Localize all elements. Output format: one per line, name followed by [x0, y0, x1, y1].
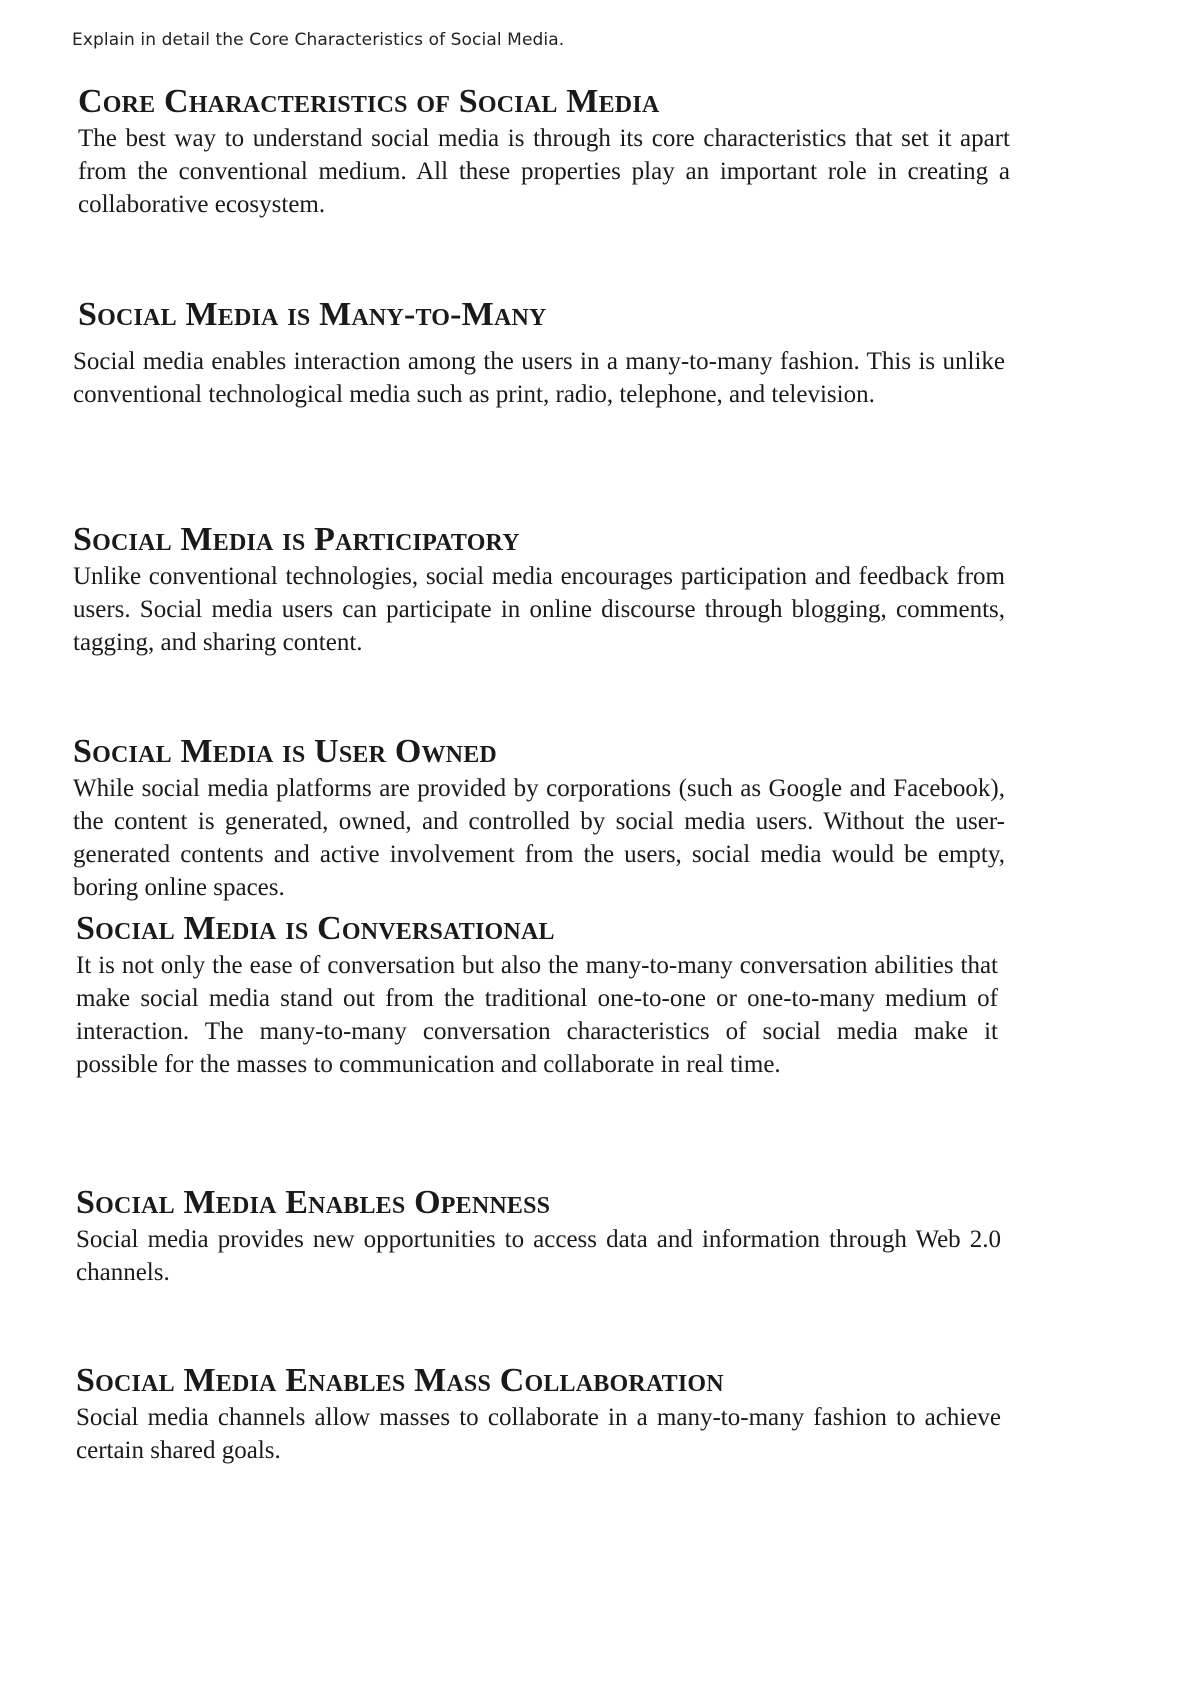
section-heading: Social Media is Participatory: [73, 521, 520, 558]
section-body: It is not only the ease of conversation but also the many-to-many conversation abilities that make social media stand out from the traditional one-to-one or one-to-many medium of interaction. The many-to-many conversation characteristics of social media make it possible for the masses to communication and collaborate in real time.: [76, 952, 998, 1078]
section-heading: Social Media is Many-to-Many: [78, 296, 547, 333]
section-body: Unlike conventional technologies, social media encourages participation and feedback from users. Social media users can participate in online discourse through blogging, comments, tagging, and sharing content.: [73, 563, 1005, 656]
section-heading: Core Characteristics of Social Media: [78, 83, 660, 120]
section-mass-collaboration: [76, 1363, 1001, 1467]
section-openness: [76, 1185, 1001, 1289]
section-body: Social media enables interaction among the users in a many-to-many fashion. This is unlike conventional technological media such as print, radio, telephone, and television.: [73, 348, 1005, 408]
section-core-characteristics: [78, 84, 1010, 221]
section-body: The best way to understand social media is through its core characteristics that set it apart from the conventional medium. All these properties play an important role in creating a collaborative ecosystem.: [78, 125, 1010, 218]
section-heading: Social Media is Conversational: [76, 910, 555, 947]
section-participatory: [73, 522, 1005, 659]
section-user-owned: [73, 734, 1005, 904]
section-conversational: [76, 911, 998, 1081]
section-heading: Social Media is User Owned: [73, 733, 497, 770]
section-body: Social media provides new opportunities to access data and information through Web 2.0 channels.: [76, 1226, 1001, 1286]
section-body: Social media channels allow masses to collaborate in a many-to-many fashion to achieve certain shared goals.: [76, 1404, 1001, 1464]
section-many-to-many: [73, 296, 1005, 411]
question-prompt: Explain in detail the Core Characteristics of Social Media.: [72, 30, 565, 50]
section-heading: Social Media Enables Mass Collaboration: [76, 1362, 724, 1399]
section-body: While social media platforms are provided by corporations (such as Google and Facebook), the content is generated, owned, and controlled by social media users. Without the user-generated contents and active involvement from the users, social media would be empty, boring online spaces.: [73, 775, 1005, 901]
section-heading: Social Media Enables Openness: [76, 1184, 551, 1221]
